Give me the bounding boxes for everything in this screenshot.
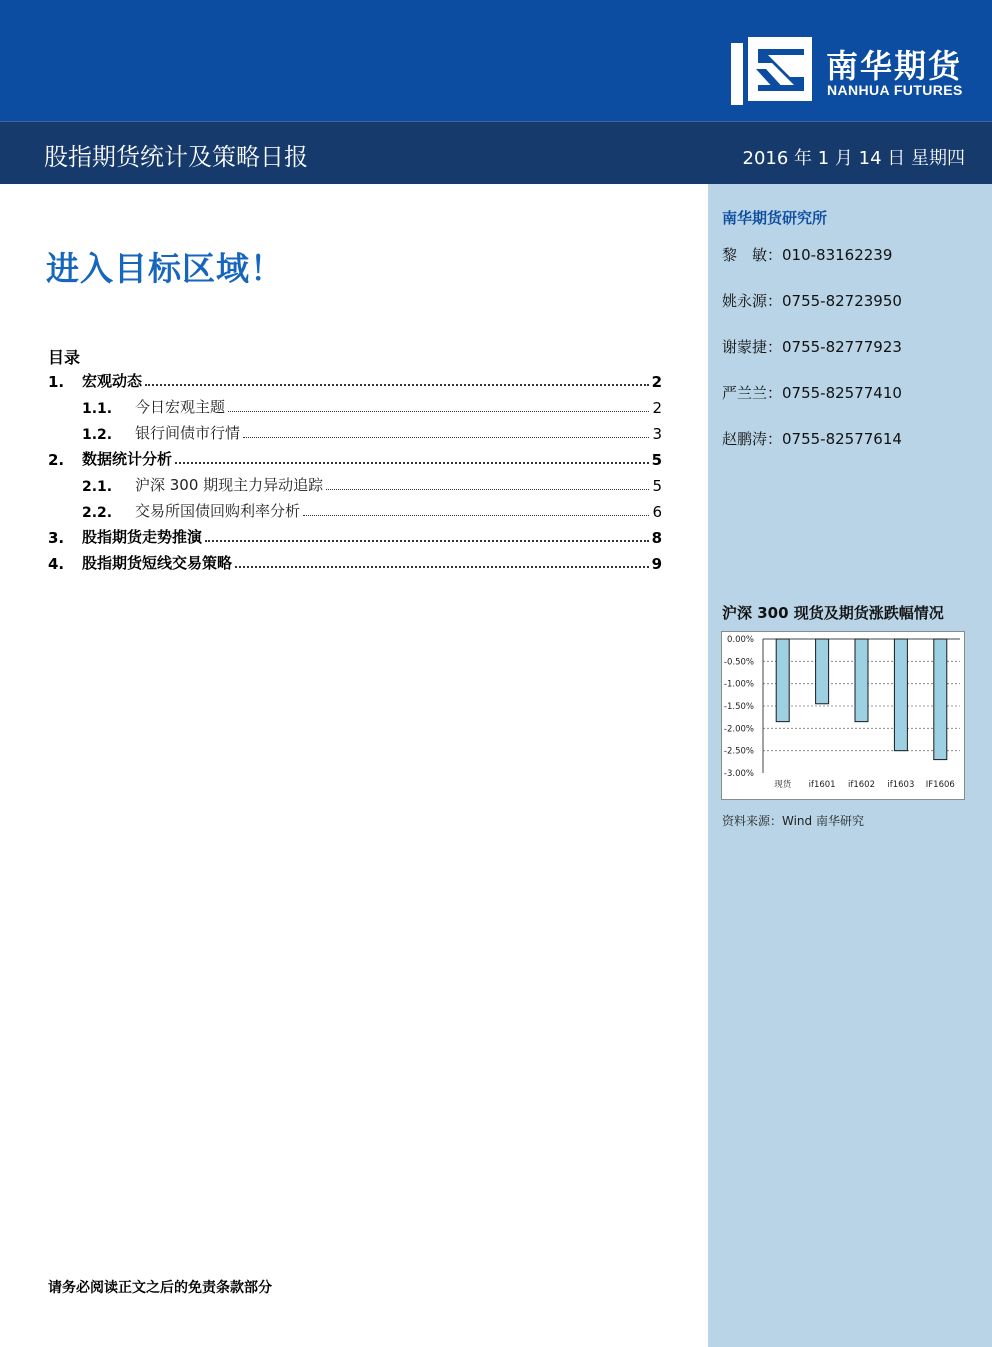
toc-entry[interactable]	[48, 447, 662, 469]
y-tick-label: -3.00%	[723, 769, 754, 779]
analyst-contact: 黎 敏：010-83162239	[722, 246, 893, 264]
logo-english-name: NANHUA FUTURES	[827, 82, 963, 98]
toc-leader	[145, 383, 649, 386]
toc-page: 8	[651, 529, 662, 547]
toc-number: 1.1.	[82, 401, 113, 417]
toc-entry[interactable]	[82, 473, 662, 495]
toc-label: 数据统计分析	[82, 450, 173, 468]
y-tick-label: -1.00%	[723, 679, 754, 690]
x-tick-label: if1603	[887, 780, 915, 790]
toc-number: 2.	[48, 451, 65, 469]
toc-page: 5	[651, 451, 662, 469]
nanhua-logo	[730, 33, 980, 107]
toc-heading: 目录	[48, 348, 81, 367]
analyst-contact: 严兰兰：0755-82577410	[722, 384, 902, 402]
toc-leader	[228, 410, 649, 412]
toc-label: 宏观动态	[82, 372, 143, 390]
x-tick-label: 现货	[774, 780, 792, 790]
y-tick-label: -2.00%	[723, 724, 754, 735]
y-tick-label: 0.00%	[726, 635, 754, 645]
toc-label: 银行间债市行情	[135, 424, 241, 442]
bar	[816, 639, 829, 704]
x-tick-label: if1602	[848, 780, 875, 790]
chart-source: 资料来源：Wind 南华研究	[722, 814, 864, 828]
toc-number: 1.2.	[82, 427, 113, 443]
x-tick-label: IF1606	[925, 780, 955, 790]
toc-leader	[303, 514, 649, 516]
toc-page: 2	[652, 399, 662, 417]
toc-page: 5	[652, 477, 662, 495]
bar	[855, 639, 868, 722]
toc-label: 股指期货走势推演	[82, 528, 203, 546]
toc-page: 6	[652, 503, 662, 521]
report-title: 股指期货统计及策略日报	[44, 143, 308, 171]
toc-entry[interactable]	[82, 499, 662, 521]
bar	[894, 639, 907, 751]
toc-entry[interactable]	[48, 551, 662, 573]
bar	[776, 639, 789, 722]
report-date: 2016 年 1 月 14 日 星期四	[742, 148, 965, 169]
toc-page: 3	[652, 425, 662, 443]
toc-entry[interactable]	[82, 395, 662, 417]
toc-number: 4.	[48, 555, 65, 573]
toc-entry[interactable]	[48, 369, 662, 391]
toc-entry[interactable]	[82, 421, 662, 443]
toc-leader	[235, 565, 649, 568]
analyst-contact: 姚永源：0755-82723950	[722, 292, 902, 310]
toc-number: 1.	[48, 373, 65, 391]
y-tick-label: -2.50%	[723, 746, 754, 757]
chart-title: 沪深 300 现货及期货涨跌幅情况	[722, 604, 944, 622]
toc-leader	[205, 539, 649, 542]
toc-leader	[243, 436, 649, 438]
disclaimer-note: 请务必阅读正文之后的免责条款部分	[48, 1280, 272, 1296]
analyst-contact: 赵鹏涛：0755-82577614	[722, 430, 902, 448]
toc-page: 2	[651, 373, 662, 391]
toc-number: 2.2.	[82, 505, 113, 521]
toc-label: 股指期货短线交易策略	[82, 554, 233, 572]
toc-number: 2.1.	[82, 479, 113, 495]
toc-leader	[175, 461, 649, 464]
chart-container	[721, 631, 965, 800]
headline-title: 进入目标区域！	[46, 249, 284, 288]
y-tick-label: -0.50%	[723, 657, 754, 668]
toc-label: 今日宏观主题	[135, 398, 226, 416]
toc-entry[interactable]	[48, 525, 662, 547]
toc-label: 沪深 300 期现主力异动追踪	[135, 476, 324, 494]
toc-leader	[326, 488, 649, 490]
header-banner	[0, 0, 992, 121]
y-tick-label: -1.50%	[723, 702, 754, 712]
report-title-band	[0, 121, 992, 184]
toc-label: 交易所国债回购利率分析	[135, 502, 301, 520]
bar	[934, 639, 947, 760]
toc-number: 3.	[48, 529, 65, 547]
sidebar	[708, 184, 992, 1347]
bar-chart	[722, 632, 964, 799]
institute-name: 南华期货研究所	[722, 209, 828, 227]
toc-page: 9	[651, 555, 662, 573]
logo-chinese-name: 南华期货	[826, 47, 963, 85]
nanhua-emblem-icon	[730, 33, 814, 107]
analyst-contact: 谢蒙捷：0755-82777923	[722, 338, 902, 356]
x-tick-label: if1601	[808, 780, 836, 790]
